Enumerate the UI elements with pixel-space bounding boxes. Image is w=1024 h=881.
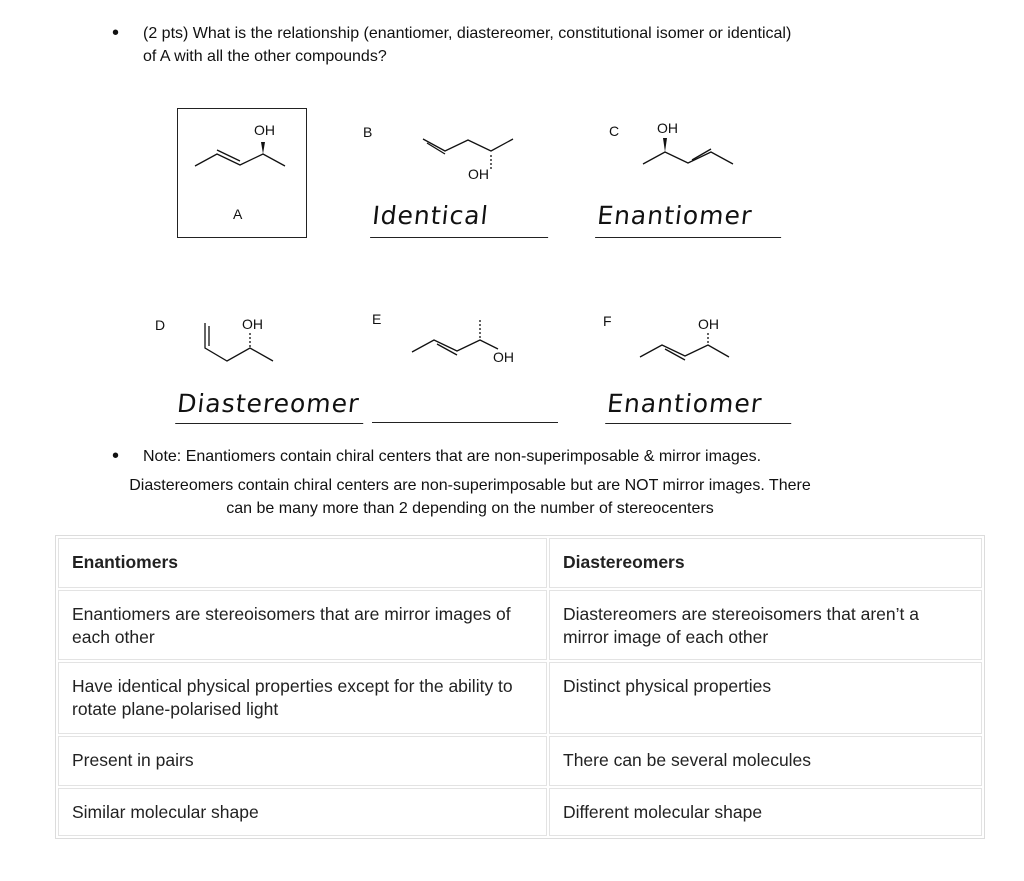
table-header-row <box>58 538 982 588</box>
note-line-3: can be many more than 2 depending on the number of stereocenters <box>226 500 714 517</box>
molecule-d-structure <box>195 318 280 366</box>
table-row <box>58 788 982 836</box>
answer-d <box>175 389 367 424</box>
answer-c <box>595 201 785 238</box>
molecule-c-structure <box>640 133 740 173</box>
answer-d-text: Diastereomer <box>175 389 361 418</box>
molecule-b-oh: OH <box>468 166 489 182</box>
molecule-d-label: D <box>155 317 166 333</box>
answer-f-text: Enantiomer <box>605 389 764 418</box>
bullet-2: • <box>112 445 120 467</box>
table-cell: Diastereomers are stereoisomers that aren’t a mirror image of each other <box>549 590 982 660</box>
molecule-c-label: C <box>609 123 620 139</box>
answer-b-text: Identical <box>370 201 491 230</box>
table-row <box>58 590 982 660</box>
header-diastereomers: Diastereomers <box>549 538 982 588</box>
molecule-d-oh: OH <box>242 316 263 332</box>
molecule-b-label: B <box>363 124 373 140</box>
molecule-e-label: E <box>372 311 382 327</box>
table-cell: Similar molecular shape <box>58 788 547 836</box>
question-line-2: of A with all the other compounds? <box>143 48 387 65</box>
question-line-1: (2 pts) What is the relationship (enantiomer, diastereomer, constitutional isomer or identical) <box>143 25 792 42</box>
comparison-table <box>55 535 985 839</box>
header-enantiomers: Enantiomers <box>58 538 547 588</box>
molecule-e-oh: OH <box>493 349 514 365</box>
table-cell: Enantiomers are stereoisomers that are mirror images of each other <box>58 590 547 660</box>
answer-f <box>605 389 795 424</box>
table-row <box>58 662 982 734</box>
molecule-f-label: F <box>603 313 612 329</box>
table-cell: Distinct physical properties <box>549 662 982 734</box>
answer-c-text: Enantiomer <box>595 201 754 230</box>
molecule-a-label: A <box>233 206 243 222</box>
molecule-c-oh: OH <box>657 120 678 136</box>
molecule-f-structure <box>636 330 736 366</box>
table-row <box>58 736 982 786</box>
answer-e-blank <box>372 421 558 423</box>
bullet-1: • <box>112 22 120 44</box>
molecule-f-oh: OH <box>698 316 719 332</box>
table-cell: Present in pairs <box>58 736 547 786</box>
molecule-a-oh: OH <box>254 122 275 138</box>
note-line-2: Diastereomers contain chiral centers are non-superimposable but are NOT mirror images. There <box>129 477 811 494</box>
note-line-1: Note: Enantiomers contain chiral centers that are non-superimposable & mirror images. <box>143 448 762 465</box>
table-cell: Have identical physical properties except for the ability to rotate plane-polarised light <box>58 662 547 734</box>
table-cell: There can be several molecules <box>549 736 982 786</box>
answer-b <box>370 201 552 238</box>
molecule-a-structure <box>190 135 290 175</box>
table-cell: Different molecular shape <box>549 788 982 836</box>
